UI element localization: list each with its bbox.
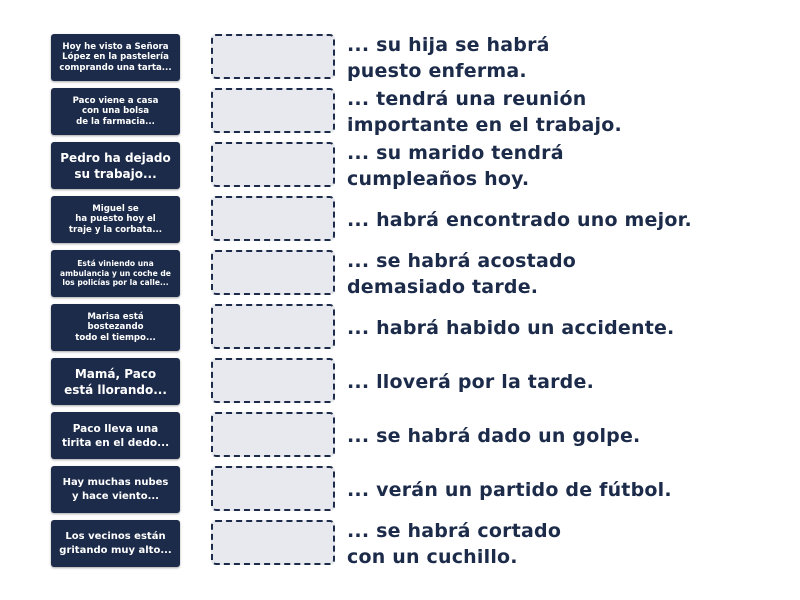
drop-slot[interactable] (211, 358, 335, 403)
answer-label: ... su hija se habrá puesto enferma. (347, 34, 550, 82)
prompt-card[interactable] (51, 142, 180, 189)
prompt-card[interactable] (51, 34, 180, 81)
prompt-card[interactable] (51, 304, 180, 351)
match-row (0, 34, 800, 82)
match-row (0, 466, 800, 514)
match-row (0, 196, 800, 244)
prompt-card[interactable] (51, 520, 180, 567)
answer-text (347, 196, 787, 244)
match-row (0, 88, 800, 136)
prompt-text: Pedro ha dejado su trabajo... (60, 150, 171, 181)
prompt-card[interactable] (51, 88, 180, 135)
prompt-text: Mamá, Paco está llorando... (64, 366, 167, 397)
answer-label: ... tendrá una reunión importante en el trabajo. (347, 88, 622, 136)
prompt-text: Está viniendo una ambulancia y un coche de los policías por la calle... (60, 259, 171, 288)
drop-slot[interactable] (211, 304, 335, 349)
answer-text (347, 250, 787, 298)
answer-label: ... lloverá por la tarde. (347, 371, 594, 393)
match-row (0, 250, 800, 298)
answer-text (347, 466, 787, 514)
prompt-text: Paco viene a casa con una bolsa de la farmacia... (72, 95, 159, 127)
match-row (0, 358, 800, 406)
answer-label: ... habrá habido un accidente. (347, 317, 675, 339)
prompt-card[interactable] (51, 196, 180, 243)
prompt-card[interactable] (51, 250, 180, 297)
drop-slot[interactable] (211, 412, 335, 457)
answer-label: ... se habrá dado un golpe. (347, 425, 641, 447)
drop-slot[interactable] (211, 34, 335, 79)
answer-label: ... su marido tendrá cumpleaños hoy. (347, 142, 564, 190)
drop-slot[interactable] (211, 520, 335, 565)
prompt-card[interactable] (51, 466, 180, 513)
answer-text (347, 304, 787, 352)
prompt-text: Los vecinos están gritando muy alto... (59, 530, 172, 556)
drop-slot[interactable] (211, 88, 335, 133)
answer-label: ... habrá encontrado uno mejor. (347, 209, 692, 231)
prompt-text: Marisa está bostezando todo el tiempo... (75, 311, 156, 343)
prompt-text: Paco lleva una tirita en el dedo... (61, 422, 170, 449)
answer-label: ... se habrá acostado demasiado tarde. (347, 250, 577, 298)
drop-slot[interactable] (211, 196, 335, 241)
prompt-text: Hoy he visto a Señora López en la pastelería comprando una tarta... (59, 41, 172, 73)
answer-label: ... se habrá cortado con un cuchillo. (347, 520, 562, 568)
match-row (0, 520, 800, 568)
answer-text (347, 358, 787, 406)
answer-text (347, 88, 787, 136)
answer-label: ... verán un partido de fútbol. (347, 479, 672, 501)
answer-text (347, 34, 787, 82)
drop-slot[interactable] (211, 250, 335, 295)
answer-text (347, 520, 787, 568)
prompt-card[interactable] (51, 412, 180, 459)
match-row (0, 304, 800, 352)
answer-text (347, 142, 787, 190)
prompt-text: Hay muchas nubes y hace viento... (62, 476, 169, 502)
match-row (0, 412, 800, 460)
match-row (0, 142, 800, 190)
drop-slot[interactable] (211, 466, 335, 511)
answer-text (347, 412, 787, 460)
prompt-text: Miguel se ha puesto hoy el traje y la corbata... (68, 203, 163, 235)
drop-slot[interactable] (211, 142, 335, 187)
prompt-card[interactable] (51, 358, 180, 405)
